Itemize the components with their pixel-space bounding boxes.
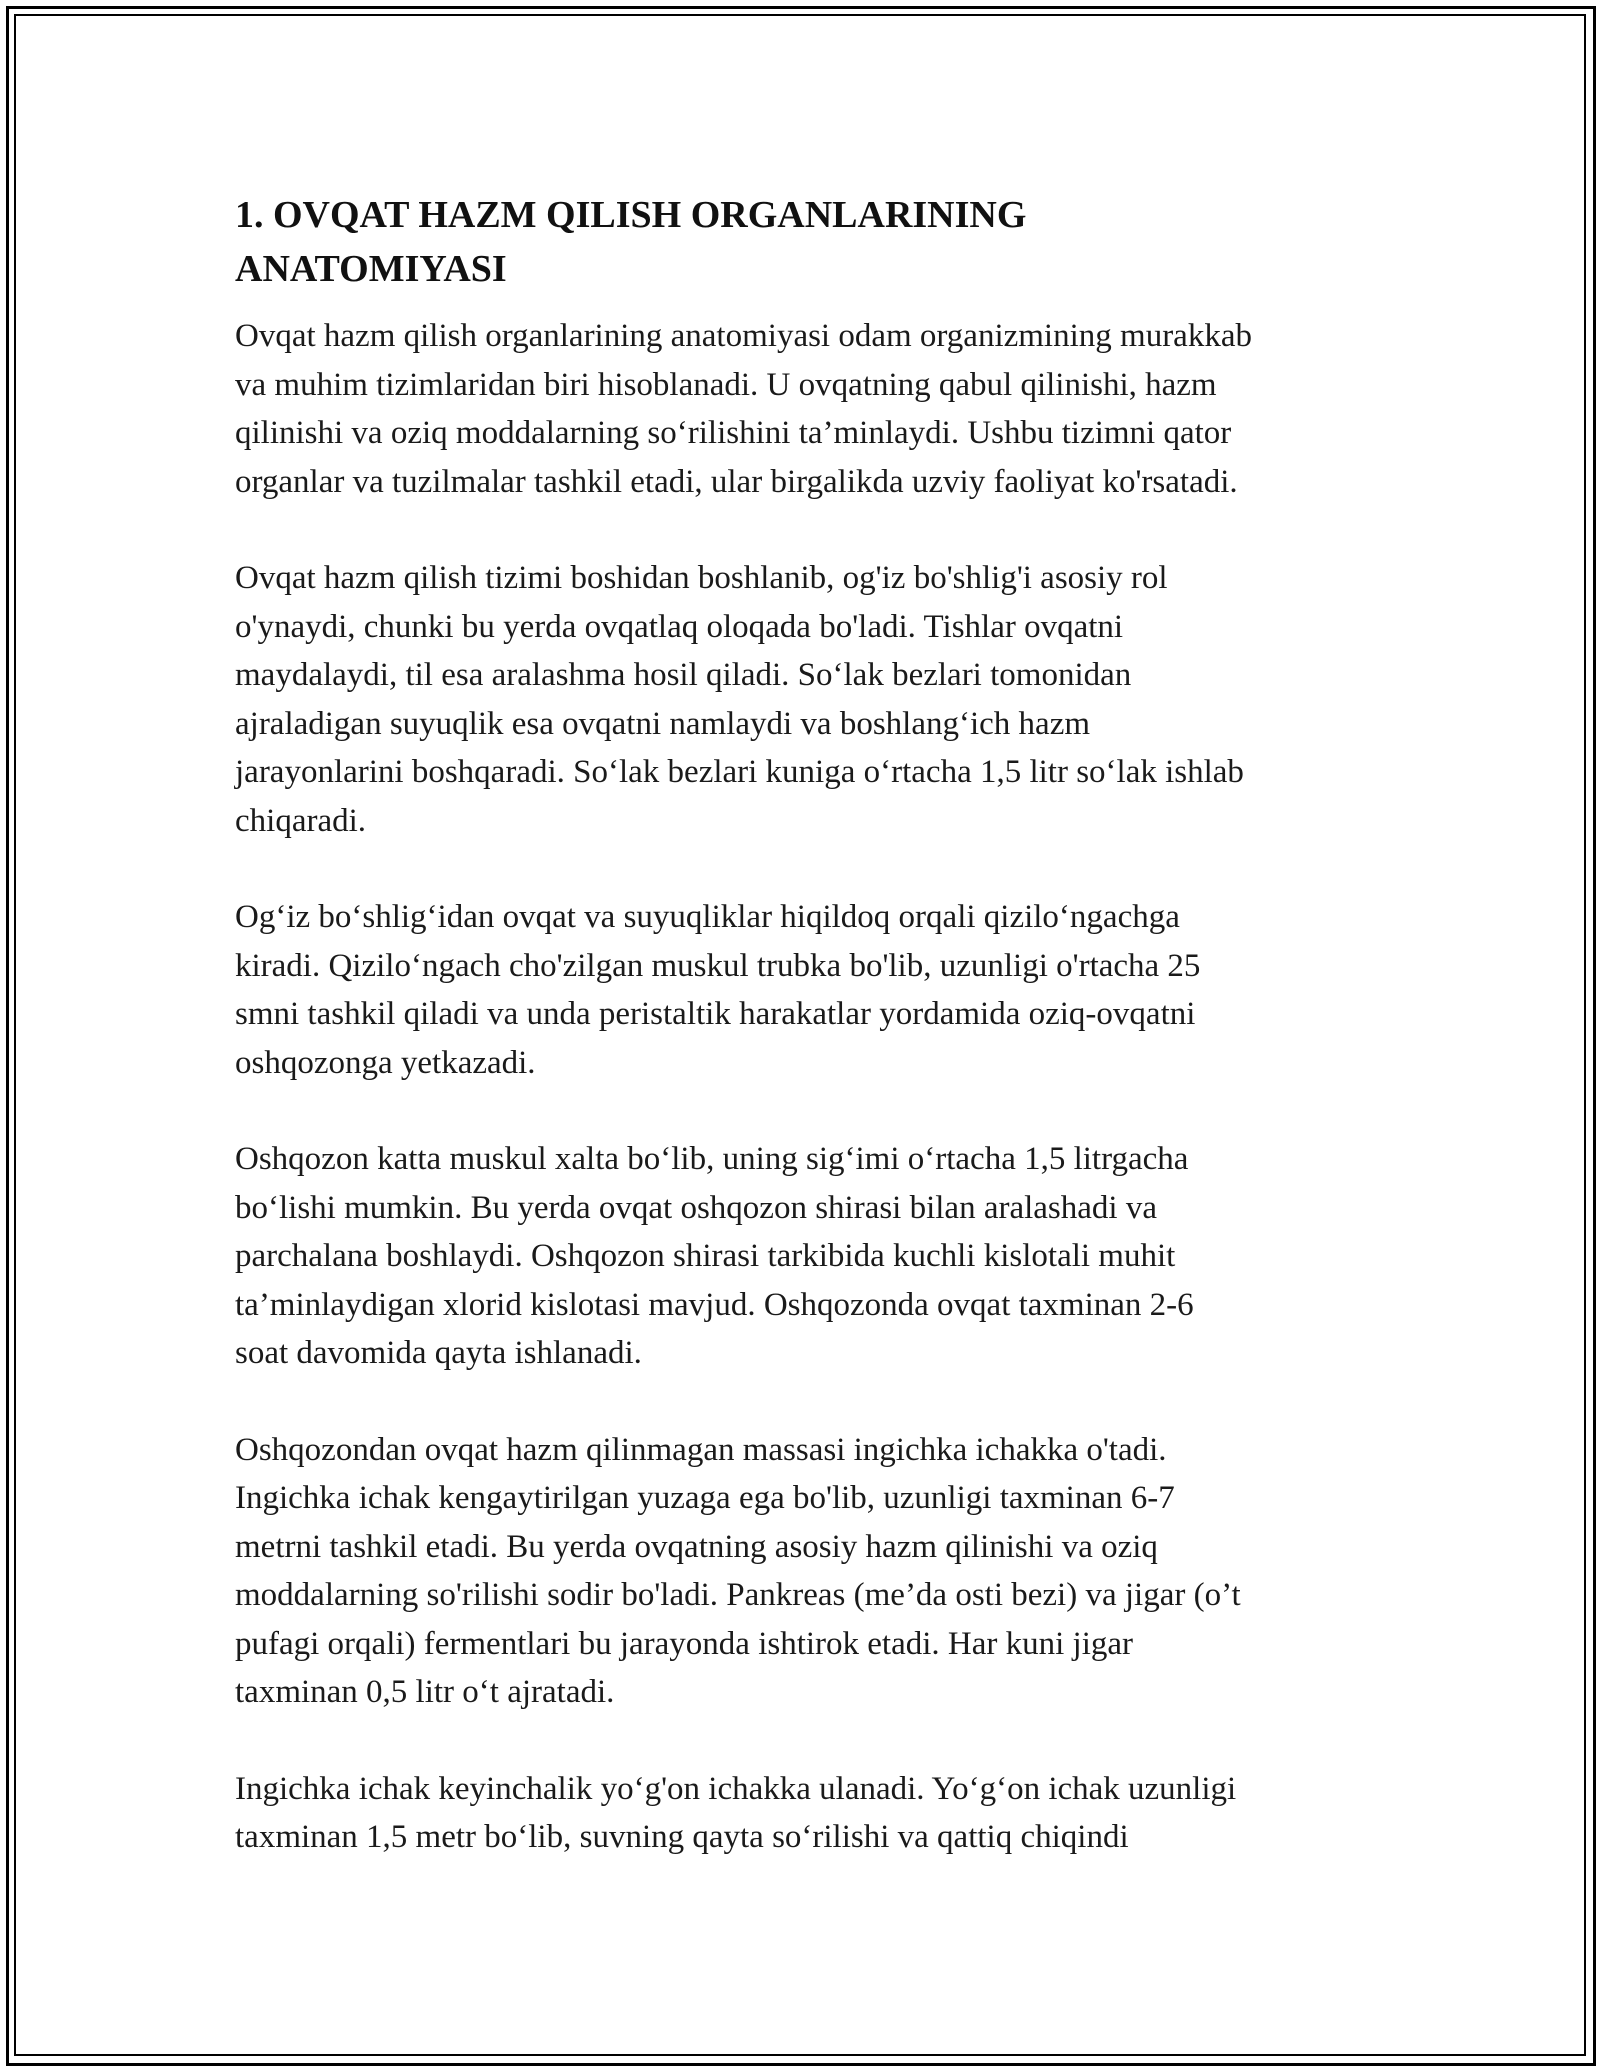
paragraph-line: metrni tashkil etadi. Bu yerda ovqatning asosiy hazm qilinishi va oziq [235,1528,1158,1565]
paragraph-line: pufagi orqali) fermentlari bu jarayonda ishtirok etadi. Har kuni jigar [235,1625,1134,1662]
paragraph-line: organlar va tuzilmalar tashkil etadi, ular birgalikda uzviy faoliyat ko'rsatadi. [235,463,1238,500]
paragraph-line: va muhim tizimlaridan biri hisoblanadi. U ovqatning qabul qilinishi, hazm [235,366,1217,403]
paragraph-line: taxminan 0,5 litr o‘t ajratadi. [235,1674,615,1710]
paragraph-line: taxminan 1,5 metr bo‘lib, suvning qayta so‘rilishi va qattiq chiqindi [235,1819,1129,1855]
paragraph-line: parchalana boshlaydi. Oshqozon shirasi tarkibida kuchli kislotali muhit [235,1238,1176,1274]
paragraph-line: o'ynaydi, chunki bu yerda ovqatlaq oloqada bo'ladi. Tishlar ovqatni [235,608,1124,645]
paragraph [235,1426,1375,1717]
paragraph-line: kiradi. Qizilo‘ngach cho'zilgan muskul trubka bo'lib, uzunligi o'rtacha 25 [235,947,1201,984]
paragraph [235,1135,1375,1378]
paragraph-line: ajraladigan suyuqlik esa ovqatni namlaydi va boshlang‘ich hazm [235,705,1091,742]
paragraph [235,1765,1375,1862]
paragraph-line: Ingichka ichak keyinchalik yo‘g'on ichakka ulanadi. Yo‘g‘on ichak uzunligi [235,1770,1237,1807]
document-title [235,188,1375,296]
title-line-1: 1. OVQAT HAZM QILISH ORGANLARINING [235,194,1027,236]
paragraph [235,554,1375,845]
title-line-2: ANATOMIYASI [235,248,507,290]
paragraph-line: maydalaydi, til esa aralashma hosil qiladi. So‘lak bezlari tomonidan [235,657,1132,693]
paragraph-line: qilinishi va oziq moddalarning so‘rilishini ta’minlaydi. Ushbu tizimni qator [235,415,1232,451]
paragraph [235,893,1375,1087]
paragraph-line: Oshqozondan ovqat hazm qilinmagan massasi ingichka ichakka o'tadi. [235,1431,1167,1468]
paragraph-line: Ovqat hazm qilish tizimi boshidan boshlanib, og'iz bo'shlig'i asosiy rol [235,560,1168,596]
paragraph-line: bo‘lishi mumkin. Bu yerda ovqat oshqozon shirasi bilan aralashadi va [235,1189,1157,1226]
paragraph-line: oshqozonga yetkazadi. [235,1044,536,1081]
paragraph-line: Og‘iz bo‘shlig‘idan ovqat va suyuqliklar hiqildoq orqali qizilo‘ngachga [235,899,1180,935]
paragraph-line: Ingichka ichak kengaytirilgan yuzaga ega bo'lib, uzunligi taxminan 6-7 [235,1480,1175,1516]
paragraph-line: moddalarning so'rilishi sodir bo'ladi. Pankreas (me’da osti bezi) va jigar (o’t [235,1577,1241,1613]
document-body [235,188,1375,1910]
paragraph-line: chiqaradi. [235,802,367,839]
paragraph-line: smni tashkil qiladi va unda peristaltik harakatlar yordamida oziq-ovqatni [235,996,1196,1032]
paragraph-line: Ovqat hazm qilish organlarining anatomiyasi odam organizmining murakkab [235,318,1252,354]
paragraph-line: ta’minlaydigan xlorid kislotasi mavjud. Oshqozonda ovqat taxminan 2-6 [235,1286,1194,1323]
paragraph-list [235,312,1375,1862]
paragraph-line: Oshqozon katta muskul xalta bo‘lib, uning sig‘imi o‘rtacha 1,5 litrgacha [235,1141,1189,1177]
paragraph-line: soat davomida qayta ishlanadi. [235,1335,642,1371]
paragraph-line: jarayonlarini boshqaradi. So‘lak bezlari kuniga o‘rtacha 1,5 litr so‘lak ishlab [235,754,1244,790]
paragraph [235,312,1375,506]
